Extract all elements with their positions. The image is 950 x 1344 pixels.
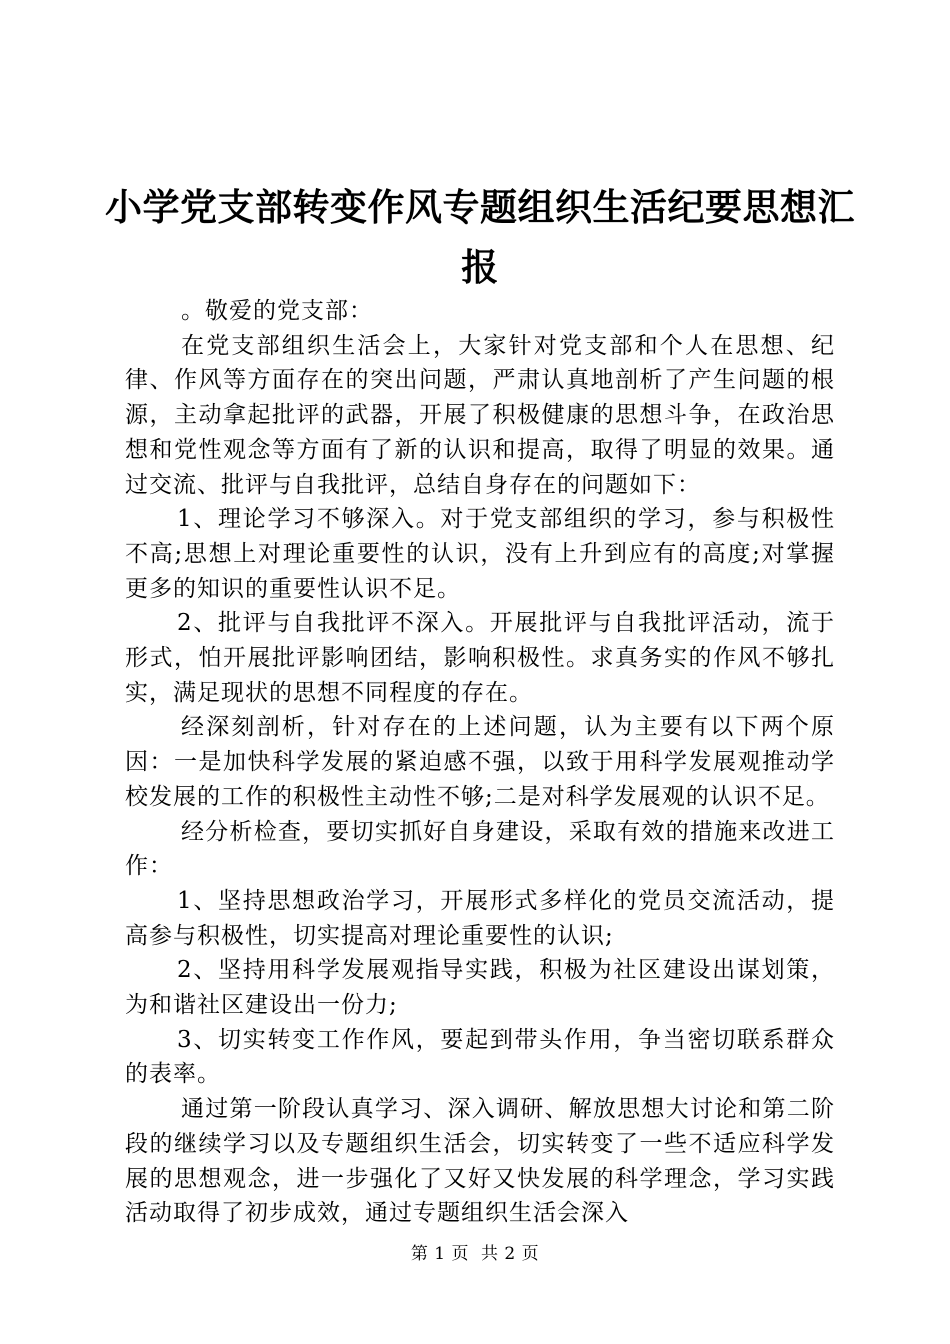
document-title: 小学党支部转变作风专题组织生活纪要思想汇报 (105, 186, 855, 289)
paragraph-problem-1: 1、理论学习不够深入。对于党支部组织的学习，参与积极性不高;思想上对理论重要性的认识，没有上升到应有的高度;对掌握更多的知识的重要性认识不足。 (125, 506, 835, 602)
document-body (125, 294, 835, 1231)
paragraph-measure-2: 2、坚持用科学发展观指导实践，积极为社区建设出谋划策，为和谐社区建设出一份力; (125, 957, 835, 1019)
paragraph-measure-3: 3、切实转变工作作风，要起到带头作用，争当密切联系群众的表率。 (125, 1026, 835, 1088)
paragraph-causes: 经深刻剖析，针对存在的上述问题，认为主要有以下两个原因：一是加快科学发展的紧迫感不强，以致于用科学发展观推动学校发展的工作的积极性主动性不够;二是对科学发展观的认识不足。 (125, 714, 835, 810)
page-footer (0, 1242, 950, 1266)
page-number: 第 1 页 (410, 1244, 469, 1264)
paragraph-intro: 在党支部组织生活会上，大家针对党支部和个人在思想、纪律、作风等方面存在的突出问题，严肃认真地剖析了产生问题的根源，主动拿起批评的武器，开展了积极健康的思想斗争，在政治思想和党性观念等方面有了新的认识和提高，取得了明显的效果。通过交流、批评与自我批评，总结自身存在的问题如下： (125, 332, 835, 498)
paragraph-measure-1: 1、坚持思想政治学习，开展形式多样化的党员交流活动，提高参与积极性，切实提高对理论重要性的认识; (125, 887, 835, 949)
paragraph-problem-2: 2、批评与自我批评不深入。开展批评与自我批评活动，流于形式，怕开展批评影响团结，影响积极性。求真务实的作风不够扎实，满足现状的思想不同程度的存在。 (125, 610, 835, 706)
page-total: 共 2 页 (481, 1244, 540, 1264)
paragraph-measures-intro: 经分析检查，要切实抓好自身建设，采取有效的措施来改进工作： (125, 818, 835, 880)
paragraph-conclusion: 通过第一阶段认真学习、深入调研、解放思想大讨论和第二阶段的继续学习以及专题组织生活会，切实转变了一些不适应科学发展的思想观念，进一步强化了又好又快发展的科学理念，学习实践活动取得了初步成效，通过专题组织生活会深入 (125, 1096, 835, 1227)
salutation: 。敬爱的党支部： (181, 298, 373, 324)
